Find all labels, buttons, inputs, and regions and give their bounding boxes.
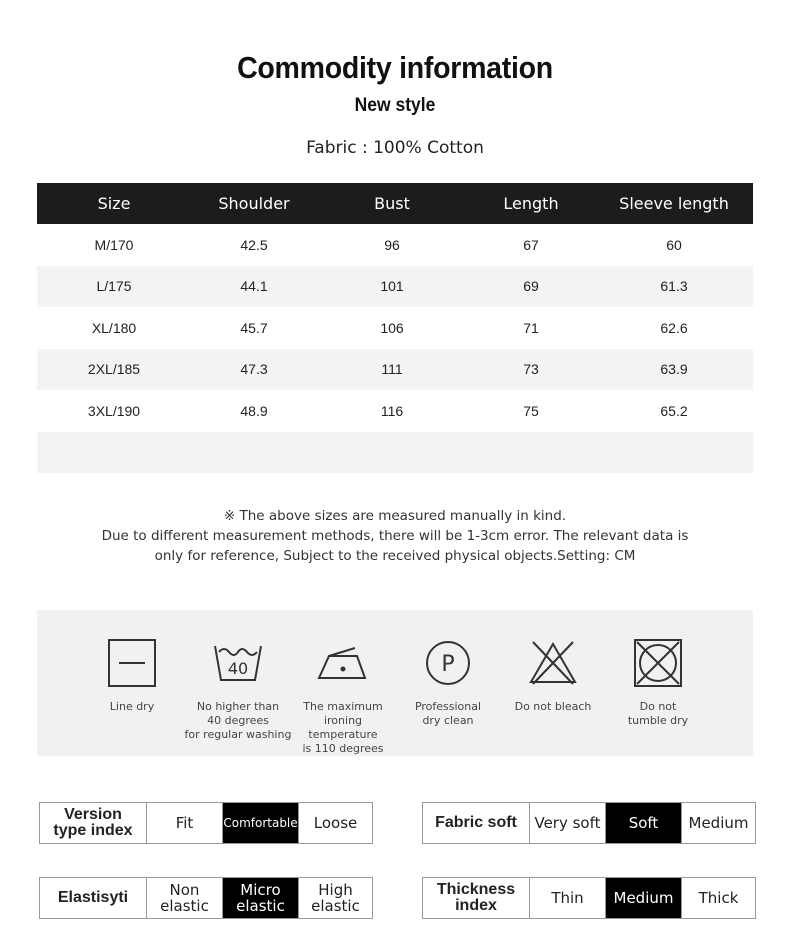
cell-bust: 116 [380, 402, 404, 419]
dry-clean-p-icon [423, 638, 473, 688]
attribute-label: Elastisyti [57, 889, 129, 906]
attribute-option-thin: Thin [529, 878, 605, 918]
table-row [37, 307, 753, 349]
table-row [37, 390, 753, 432]
cell-shoulder: 42.5 [240, 236, 268, 253]
cell-length: 75 [523, 402, 539, 419]
care-instructions-panel [37, 610, 753, 756]
attribute-elasticity [39, 877, 373, 919]
care-label: Do not tumble dry [627, 700, 689, 727]
attribute-option-medium: Medium [681, 803, 755, 843]
cell-size: XL/180 [91, 319, 137, 336]
attribute-option-comfortable-selected: Comfortable [222, 803, 298, 843]
care-label: Do not bleach [514, 700, 592, 713]
table-row [37, 349, 753, 391]
table-row [37, 266, 753, 308]
size-note-line-3: only for reference, Subject to the received physical objects.Setting: CM [154, 548, 636, 564]
page-subtitle: New style [354, 95, 436, 116]
care-label: Line dry [109, 700, 155, 713]
cell-shoulder: 45.7 [240, 319, 268, 336]
column-header-size: Size [37, 183, 191, 224]
attribute-option-medium-selected: Medium [605, 878, 681, 918]
cell-bust: 111 [317, 349, 467, 391]
column-header-bust: Bust [317, 183, 467, 224]
cell-bust: 106 [380, 319, 404, 336]
table-row [37, 224, 753, 266]
cell-sleeve-length: 65.2 [660, 402, 688, 419]
attribute-option-loose: Loose [298, 803, 372, 843]
column-header-shoulder: Shoulder [191, 183, 317, 224]
cell-shoulder: 44.1 [191, 266, 317, 308]
attribute-thickness-index [422, 877, 756, 919]
care-item-dry-clean [393, 638, 503, 728]
cell-size: M/170 [94, 236, 134, 253]
cell-bust: 101 [317, 266, 467, 308]
size-note-line-2: Due to different measurement methods, there will be 1-3cm error. The relevant data is [101, 528, 689, 544]
wash-40-icon [212, 638, 264, 688]
cell-length: 71 [523, 319, 539, 336]
care-item-iron [288, 638, 398, 756]
column-header-sleeve-length: Sleeve length [595, 183, 753, 224]
cell-sleeve-length: 62.6 [660, 319, 688, 336]
care-label: The maximum ironing temperature is 110 degrees [302, 700, 384, 755]
attribute-option-micro-elastic-selected: Micro elastic [222, 878, 298, 918]
fabric-info: Fabric : 100% Cotton [306, 138, 484, 158]
attribute-option-high-elastic: High elastic [298, 878, 372, 918]
care-item-wash-40 [183, 638, 293, 742]
cell-length: 67 [523, 236, 539, 253]
cell-bust: 96 [384, 236, 400, 253]
attribute-option-soft-selected: Soft [605, 803, 681, 843]
cell-shoulder: 48.9 [240, 402, 268, 419]
care-label: No higher than 40 degrees for regular washing [184, 700, 292, 741]
column-header-length: Length [467, 183, 595, 224]
attribute-version-type-index [39, 802, 373, 844]
size-note-line-1: ※ The above sizes are measured manually in kind. [223, 508, 567, 524]
attribute-label: Thickness index [436, 881, 516, 914]
attribute-option-fit: Fit [146, 803, 222, 843]
care-item-do-not-tumble-dry [603, 638, 713, 728]
cell-sleeve-length: 61.3 [595, 266, 753, 308]
table-row-empty [37, 432, 753, 473]
do-not-bleach-icon [527, 638, 579, 688]
iron-icon [315, 638, 371, 688]
care-item-do-not-bleach [498, 638, 608, 714]
line-dry-icon [107, 638, 157, 688]
cell-size: L/175 [37, 266, 191, 308]
page-title: Commodity information [237, 50, 553, 85]
cell-sleeve-length: 63.9 [595, 349, 753, 391]
size-table-header [37, 183, 753, 224]
svg-text:P: P [441, 652, 455, 677]
care-label: Professional dry clean [414, 700, 482, 727]
cell-length: 73 [467, 349, 595, 391]
cell-size: 3XL/190 [87, 402, 141, 419]
attribute-option-thick: Thick [681, 878, 755, 918]
attribute-label: Version type index [53, 806, 133, 839]
do-not-tumble-dry-icon [633, 638, 683, 688]
size-table [37, 183, 753, 473]
attribute-option-non-elastic: Non elastic [146, 878, 222, 918]
attribute-fabric-soft [422, 802, 756, 844]
attribute-label: Fabric soft [435, 814, 517, 831]
cell-sleeve-length: 60 [666, 236, 682, 253]
cell-length: 69 [467, 266, 595, 308]
svg-text:40: 40 [227, 659, 249, 678]
care-item-line-dry [77, 638, 187, 714]
attribute-option-very-soft: Very soft [529, 803, 605, 843]
cell-shoulder: 47.3 [191, 349, 317, 391]
cell-size: 2XL/185 [37, 349, 191, 391]
